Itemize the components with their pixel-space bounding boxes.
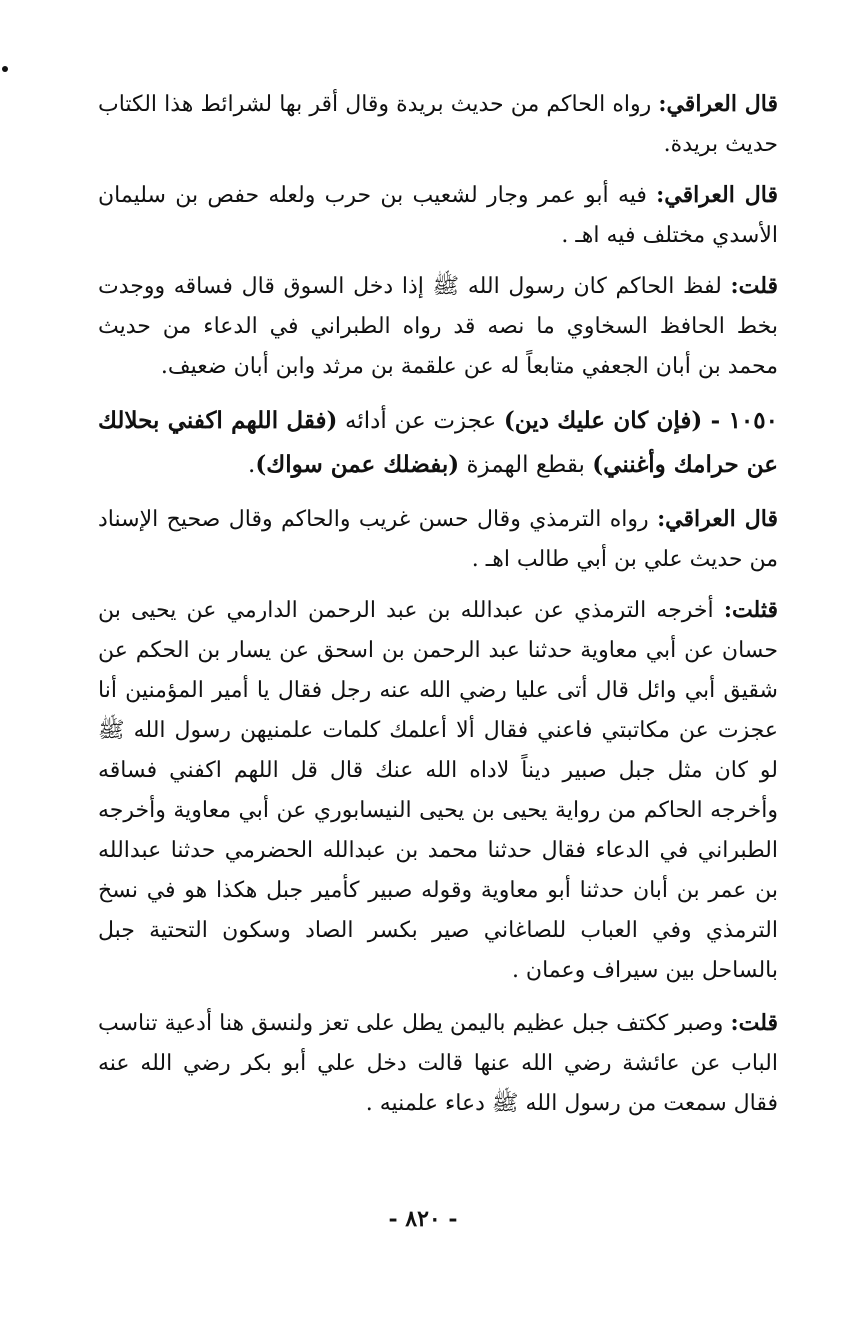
paragraph-6: [98, 1003, 778, 1124]
paragraph-2: [98, 175, 778, 256]
entry-number: ١٠٥٠ -: [710, 407, 778, 434]
margin-mark: [2, 66, 8, 72]
paragraph-lead: قلت:: [730, 273, 778, 299]
paragraph-lead: قلت:: [730, 1010, 778, 1036]
paragraph-1: [98, 84, 778, 165]
paragraph-4: [98, 499, 778, 580]
page-body: [98, 84, 778, 1264]
paragraph-text: رواه الحاكم من حديث بريدة وقال أقر بها لشرائط هذا الكتاب حديث بريدة.: [98, 92, 778, 157]
entry-normal-1: عجزت عن أدائه: [337, 408, 504, 434]
paragraph-lead: قثلت:: [723, 597, 778, 623]
paragraph-text: وصبر ككتف جبل عظيم باليمن يطل على تعز ولنسق هنا أدعية تناسب الباب عن عائشة رضي الله عنها قالت دخل علي أبو بكر رضي الله عنه فقال سمعت من رسول الله ﷺ دعاء علمنيه .: [98, 1011, 778, 1116]
paragraph-5: [98, 590, 778, 991]
paragraph-text: فيه أبو عمر وجار لشعيب بن حرب ولعله حفص بن سليمان الأسدي مختلف فيه اهـ .: [98, 183, 778, 248]
paragraph-lead: قال العراقي:: [657, 506, 778, 532]
paragraph-text: رواه الترمذي وقال حسن غريب والحاكم وقال صحيح الإسناد من حديث علي بن أبي طالب اهـ .: [98, 507, 778, 572]
paragraph-lead: قال العراقي:: [658, 91, 778, 117]
entry-end: .: [248, 452, 256, 478]
paragraph-text: أخرجه الترمذي عن عبدالله بن عبد الرحمن الدارمي عن يحيى بن حسان عن أبي معاوية حدثنا عبد الرحمن بن اسحق عن يسار بن الحكم عن شقيق أبي وائل قال أتى عليا رضي الله عنه رجل فقال يا أمير المؤمنين أنا عجزت عن مكاتبتي فاعني فقال ألا أعلمك كلمات علمنيهن رسول الله ﷺ لو كان مثل جبل صبير ديناً لاداه الله عنك قال قل اللهم اكفني فساقه وأخرجه الحاكم من رواية يحيى بن يحيى النيسابوري عن أبي معاوية وأخرجه الطبراني في الدعاء فقال حدثنا محمد بن عبدالله الحضرمي حدثنا عبدالله بن عمر بن أبان حدثنا أبو معاوية وقوله صبير كأمير جبل هكذا هو في نسخ الترمذي وفي العباب للصاغاني صير بكسر الصاد وسكون التحتية جبل بالساحل بين سيراف وعمان .: [98, 598, 778, 983]
entry-bold-3: (بفضلك عمن سواك): [255, 451, 460, 478]
entry-bold-2: (فقل اللهم اكفني بحلالك عن حرامك وأغنني): [98, 407, 778, 478]
paragraph-lead: قال العراقي:: [656, 182, 778, 208]
paragraph-3: [98, 266, 778, 387]
entry-bold-1: (فإن كان عليك دين): [503, 407, 711, 434]
entry-normal-2: بقطع الهمزة: [459, 452, 593, 478]
paragraph-text: لفظ الحاكم كان رسول الله ﷺ إذا دخل السوق قال فساقه ووجدت بخط الحافظ السخاوي ما نصه قد رواه الطبراني في الدعاء من حديث محمد بن أبان الجعفي متابعاً له عن علقمة بن مرثد وابن أبان ضعيف.: [98, 274, 778, 379]
page-number: - ٨٢٠ -: [388, 1206, 458, 1232]
entry-heading: [98, 399, 778, 487]
